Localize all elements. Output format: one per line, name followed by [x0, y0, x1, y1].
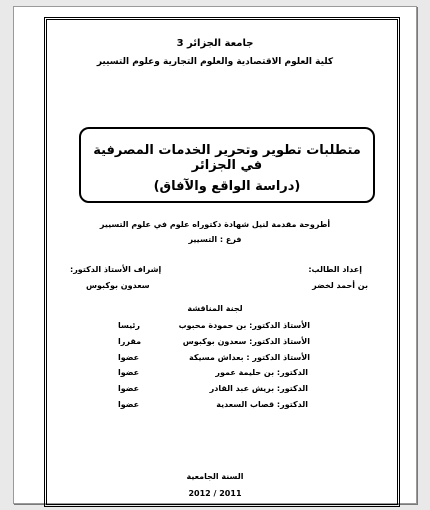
academic-year-label: السنة الجامعية — [186, 472, 244, 481]
thesis-subtitle: (دراسة الواقع والآفاق) — [153, 179, 301, 194]
committee-row — [118, 368, 308, 382]
academic-year: 2012 / 2011 — [188, 489, 242, 498]
committee-row — [118, 321, 310, 335]
university-name: جامعة الجزائر 3 — [176, 38, 254, 49]
thesis-title-box — [79, 127, 375, 203]
member-name: الأستاذ الدكتور: بن حمودة محبوب — [178, 321, 310, 330]
committee-row — [118, 353, 310, 367]
supervisor-label: إشراف الأستاذ الدكتور: — [70, 265, 162, 274]
member-role: عضوا — [118, 368, 140, 377]
faculty-name: كلية العلوم الاقتصادية والعلوم التجارية وعلوم التسيير — [96, 57, 334, 67]
member-role: رئيسا — [118, 321, 141, 330]
student-name: بن أحمد لخضر — [312, 281, 368, 290]
committee-row — [118, 384, 308, 398]
page-border — [44, 17, 400, 507]
member-role: عضوا — [118, 384, 140, 393]
member-role: مقررا — [118, 337, 142, 346]
member-name: الدكتور: قصاب السعدية — [216, 400, 308, 409]
document-page — [13, 6, 417, 504]
thesis-title: متطلبات تطوير وتحرير الخدمات المصرفية في الجزائر — [93, 143, 361, 173]
thesis-purpose: أطروحة مقدمة لنيل شهادة دكتوراه علوم في علوم التسيير — [99, 220, 331, 229]
thesis-branch: فرع : التسيير — [188, 235, 242, 244]
committee-title: لجنة المناقشة — [187, 304, 243, 313]
member-role: عضوا — [118, 400, 140, 409]
student-label: إعداد الطالب: — [308, 265, 362, 274]
supervisor-name: سعدون بوكبوس — [86, 281, 150, 290]
member-name: الأستاذ الدكتور: سعدون بوكبوس — [182, 337, 310, 346]
member-role: عضوا — [118, 353, 140, 362]
committee-row — [118, 337, 310, 351]
committee-row — [118, 400, 308, 414]
member-name: الدكتور: بريش عبد القادر — [209, 384, 308, 393]
member-name: الدكتور: بن حليمة عمور — [215, 368, 308, 377]
member-name: الأستاذ الدكتور : بعداش مسيكة — [189, 353, 310, 362]
